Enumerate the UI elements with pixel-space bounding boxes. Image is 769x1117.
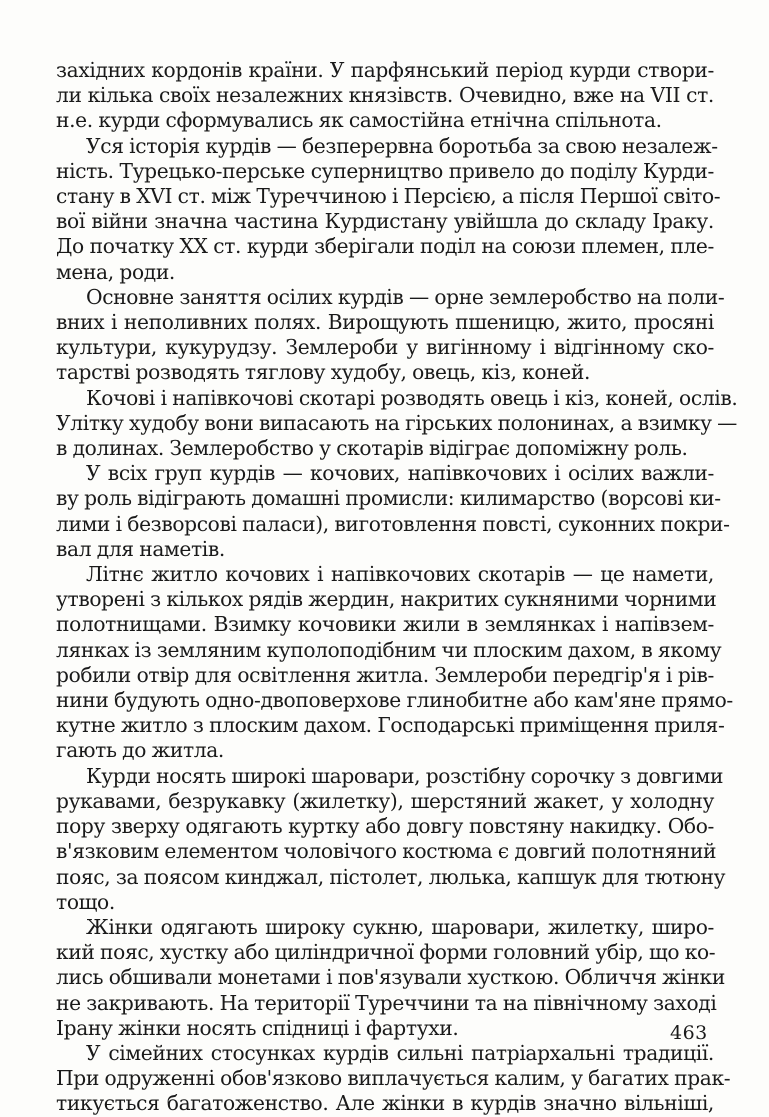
paragraph (56, 562, 733, 764)
text-line: кутне житло з плоским дахом. Господарські приміщення приля- (56, 713, 725, 738)
text-line: культури, кукурудзу. Землероби у вигінному і відгінному ско- (56, 335, 714, 360)
text-line: До початку XX ст. курди зберігали поділ на союзи племен, пле- (56, 234, 714, 259)
paragraph (56, 1040, 731, 1117)
text-line: тикується багатоженство. Але жінки в курдів значно вільніші, (56, 1091, 714, 1116)
text-line: Уся історія курдів — безперервна боротьба за свою незалеж- (86, 133, 718, 158)
text-line: У сімейних стосунках курдів сильні патріархальні традиції. (86, 1040, 714, 1065)
text-line: стану в XVI ст. між Туреччиною і Персією, а після Першої світо- (56, 184, 721, 209)
book-page (56, 58, 738, 1117)
text-line: вої війни значна частина Курдистану увійшла до складу Іраку. (56, 209, 714, 234)
text-line: кий пояс, хустку або циліндричної форми головний убір, що ко- (56, 940, 716, 965)
paragraph (56, 133, 721, 285)
text-line: не закривають. На території Туреччини та на північному заході (56, 990, 717, 1015)
text-line: У всіх груп курдів — кочових, напівкочових і осілих важли- (86, 461, 714, 486)
text-line: Кочові і напівкочові скотарі розводять овець і кіз, коней, ослів. (86, 385, 738, 410)
text-line: вал для наметів. (56, 536, 225, 561)
text-line: Жінки одягають широку сукню, шаровари, жилетку, широ- (86, 914, 714, 939)
text-line: Літнє житло кочових і напівкочових скотарів — це намети, (86, 562, 714, 587)
paragraph (56, 914, 725, 1041)
text-line: західних кордонів країни. У парфянський період курди створи- (56, 58, 714, 82)
text-line: тощо. (56, 889, 115, 914)
text-line: в долинах. Землеробство у скотарів відіграє допоміжну роль. (56, 436, 688, 461)
text-line: Ірану жінки носять спідниці і фартухи. (56, 1015, 459, 1040)
text-line: Улітку худобу вони випасають на гірських полонинах, а взимку — (56, 410, 738, 435)
paragraph (56, 385, 738, 462)
text-line: лись обшивали монетами і пов'язували хусткою. Обличчя жінки (56, 965, 725, 990)
text-line: вних і неполивних полях. Вирощують пшеницю, жито, просяні (56, 310, 714, 335)
text-line: рукавами, безрукавку (жилетку), шерстяний жакет, у холодну (56, 788, 714, 813)
paragraph (56, 284, 725, 386)
page-number: 463 (670, 1022, 708, 1044)
text-line: утворені з кількох рядів жердин, накритих сукняними чорними (56, 587, 717, 612)
text-line: мена, роди. (56, 259, 176, 284)
text-line: ли кілька своїх незалежних князівств. Очевидно, вже на VII ст. (56, 83, 714, 108)
text-line: полотнищами. Взимку кочовики жили в землянках і напівзем- (56, 612, 714, 637)
text-line: тарстві розводять тяглову худобу, овець, кіз, коней. (56, 360, 591, 385)
text-line: гають до житла. (56, 738, 224, 763)
text-line: пояс, за поясом кинджал, пістолет, люлька, капшук для тютюну (56, 864, 726, 889)
paragraph (56, 58, 714, 134)
text-line: в'язковим елементом чоловічого костюма є довгий полотняний (56, 839, 717, 864)
text-line: лими і безворсові паласи), виготовлення повсті, суконних покри- (56, 511, 730, 536)
text-line: Основне заняття осілих курдів — орне землеробство на поли- (86, 284, 725, 309)
text-line: н.е. курди сформувались як самостійна етнічна спільнота. (56, 108, 662, 133)
text-line: ність. Турецько-перське суперництво привело до поділу Курди- (56, 158, 714, 183)
paragraph (56, 461, 730, 562)
text-line: При одруженні обов'язково виплачується калим, у багатих прак- (56, 1066, 731, 1091)
paragraph (56, 763, 726, 915)
text-line: лянках із земляним куполоподібним чи плоским дахом, в якому (56, 637, 722, 662)
text-line: робили отвір для освітлення житла. Землероби передгір'я і рів- (56, 662, 714, 687)
text-line: нини будують одно-двоповерхове глинобитне або кам'яне прямо- (56, 688, 733, 713)
text-line: ву роль відіграють домашні промисли: килимарство (ворсові ки- (56, 486, 721, 511)
text-line: Курди носять широкі шаровари, розстібну сорочку з довгими (86, 763, 724, 788)
text-line: пору зверху одягають куртку або довгу повстяну накидку. Обо- (56, 814, 714, 839)
